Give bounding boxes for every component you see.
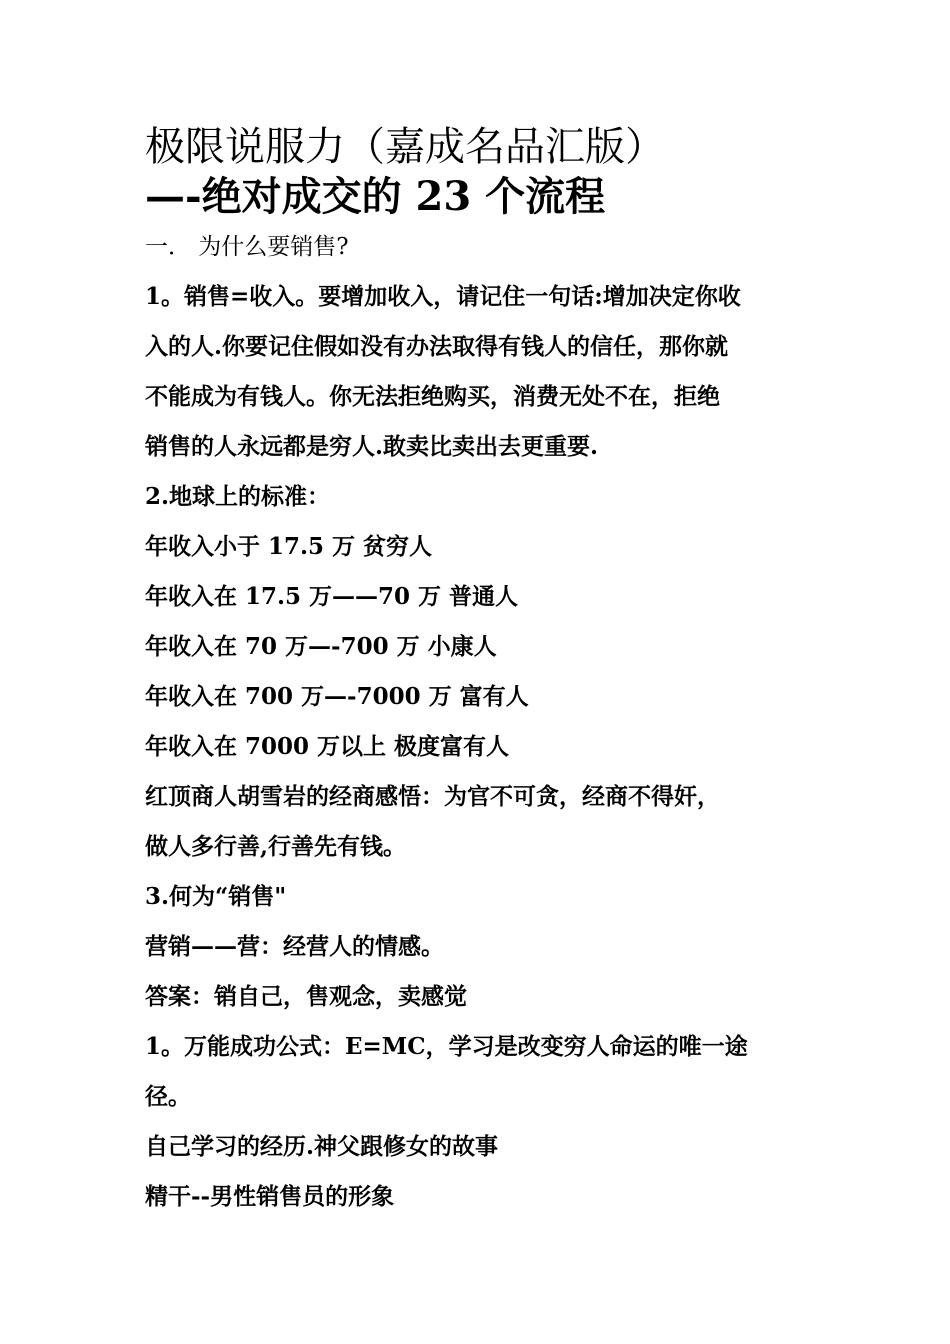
paragraph-line: 入的人.你要记住假如没有办法取得有钱人的信任，那你就 xyxy=(145,333,729,360)
section-heading: 一． 为什么要销售? xyxy=(145,234,349,260)
paragraph-line: 不能成为有钱人。你无法拒绝购买，消费无处不在，拒绝 xyxy=(145,383,720,410)
subheading: 2.地球上的标准： xyxy=(145,483,331,510)
formula-line: 1。万能成功公式：E=MC，学习是改变穷人命运的唯一途 xyxy=(145,1033,748,1060)
quote-line: 做人多行善,行善先有钱。 xyxy=(145,833,407,860)
paragraph-line: 1。销售=收入。要增加收入，请记住一句话:增加决定你收 xyxy=(145,283,741,310)
document-page xyxy=(145,122,825,1222)
income-level: 年收入在 70 万—-700 万 小康人 xyxy=(145,633,497,660)
paragraph-line: 自己学习的经历.神父跟修女的故事 xyxy=(145,1133,499,1160)
paragraph-line: 营销——营：经营人的情感。 xyxy=(145,933,444,960)
formula-line: 径。 xyxy=(145,1083,191,1110)
paragraph-line: 答案：销自己，售观念，卖感觉 xyxy=(145,983,467,1010)
paragraph-line: 精干--男性销售员的形象 xyxy=(145,1183,395,1210)
income-level: 年收入在 17.5 万——70 万 普通人 xyxy=(145,583,519,610)
document-title-line-2: —-绝对成交的 23 个流程 xyxy=(145,173,606,220)
paragraph-line: 销售的人永远都是穷人.敢卖比卖出去更重要. xyxy=(145,433,599,460)
income-level: 年收入在 7000 万以上 极度富有人 xyxy=(145,733,510,760)
income-level: 年收入小于 17.5 万 贫穷人 xyxy=(145,533,433,560)
income-level: 年收入在 700 万—-7000 万 富有人 xyxy=(145,683,529,710)
quote-line: 红顶商人胡雪岩的经商感悟：为官不可贪，经商不得奸， xyxy=(145,783,720,810)
subheading: 3.何为“销售" xyxy=(145,883,287,910)
document-title-line-1: 极限说服力（嘉成名品汇版） xyxy=(145,124,665,170)
